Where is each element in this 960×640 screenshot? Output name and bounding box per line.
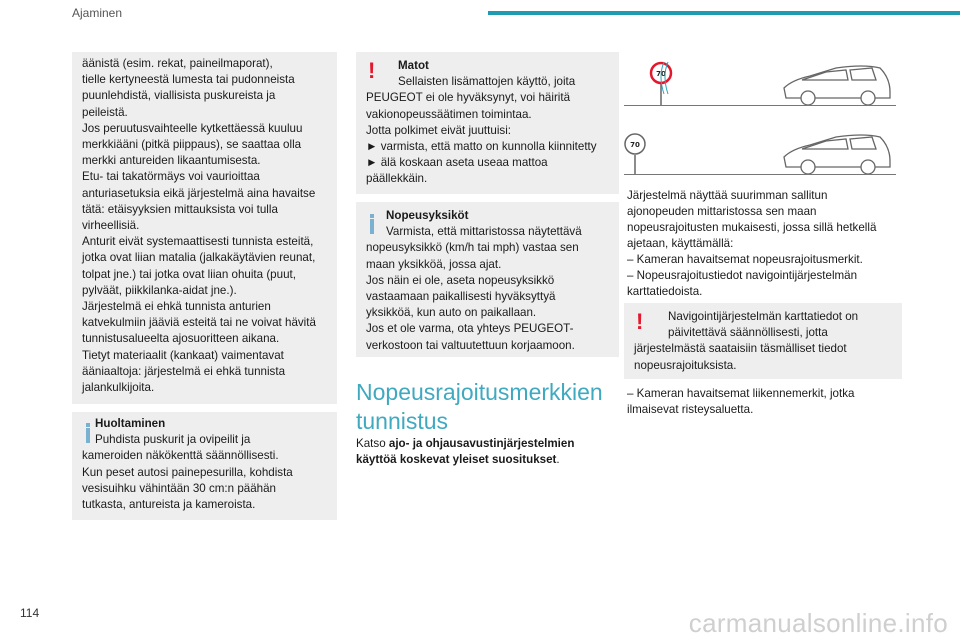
mats-line: päällekkäin. [366, 172, 428, 186]
col3-line: Järjestelmä näyttää suurimman sallitun [627, 189, 828, 202]
maintenance-line: kameroiden näkökenttä säännöllisesti. [82, 449, 279, 463]
speed-units-note [356, 202, 619, 357]
navigation-map-warning [624, 303, 902, 379]
units-line: yksikköä, kun auto on paikallaan. [366, 306, 537, 320]
maintenance-line: vesisuihku vähintään 30 cm:n päähän [82, 481, 277, 495]
col1-line: tolpat jne.) tai jotka ovat liian ohuita (puut, [82, 267, 296, 281]
exclamation-icon: ! [636, 309, 644, 334]
col1-line: virheellisiä. [82, 219, 140, 233]
speed-sign-icon: 70 [630, 141, 640, 149]
illustration-sign-detected [624, 56, 896, 106]
col1-line: jotka ovat liian matalia (jalkakäytävien reunat, [82, 251, 316, 265]
col3-line: – Kameran havaitsemat liikennemerkit, jotka [627, 387, 855, 400]
car-icon [784, 66, 890, 105]
nav-warning-line: järjestelmästä saataisiin täsmälliset tiedot [634, 342, 847, 356]
col1-line: katvekulmiin jääviä esteitä tai ne voivat hävitä [82, 316, 316, 330]
col1-line: merkkiääni (pitkä piippaus), se saattaa olla [82, 138, 302, 152]
sensor-limitations-box [72, 52, 337, 404]
header-accent-bar [488, 11, 960, 15]
mats-line: PEUGEOT ei ole hyväksynyt, voi häiritä [366, 91, 571, 105]
col1-line: anturiasetuksia eikä järjestelmä aina havaitse [82, 186, 316, 200]
col3-line: karttatiedoista. [627, 285, 703, 298]
car-icon [784, 135, 890, 174]
col1-line: Tietyt materiaalit (kankaat) vaimentavat [82, 348, 284, 362]
col1-line: tätä: etäisyyksien mittauksista voi tulla [82, 202, 278, 216]
maintenance-line: Kun peset autosi painepesurilla, kohdista [82, 465, 293, 479]
mats-line: Jotta polkimet eivät juuttuisi: [366, 123, 511, 137]
units-line: maan yksikköä, jossa ajat. [366, 257, 502, 271]
col3-line: – Nopeusrajoitustiedot navigointijärjestelmän [627, 269, 858, 282]
units-line: Jos et ole varma, ota yhteys PEUGEOT- [366, 322, 574, 336]
illustration-svg [624, 56, 896, 106]
maintenance-note [72, 412, 337, 520]
info-icon [86, 423, 90, 443]
ground-line [624, 174, 896, 175]
col1-line: merkki antureiden likaantumisesta. [82, 154, 261, 168]
speed-limit-description [627, 188, 902, 300]
illustration-svg [624, 125, 896, 175]
col1-line: Järjestelmä ei ehkä tunnista anturien [82, 300, 271, 314]
maintenance-line: Puhdista puskurit ja ovipeilit ja [95, 433, 251, 447]
col1-line: Etu- tai takatörmäys voi vaurioittaa [82, 170, 260, 184]
mats-line: ► varmista, että matto on kunnolla kiinnitetty [366, 140, 597, 154]
units-line: nopeusyksikkö (km/h tai mph) vastaa sen [366, 241, 579, 255]
mats-title: Matot [398, 59, 429, 72]
col1-line: tunnistusalueelta ajosuoritteen aikana. [82, 332, 280, 346]
col1-line: Anturit eivät systemaattisesti tunnista esteitä, [82, 235, 314, 249]
units-line: Varmista, että mittaristossa näytettävä [386, 225, 582, 239]
info-icon [370, 214, 374, 234]
col3-line: nopeusrajoitusten mukaisesti, jossa sillä hetkellä [627, 221, 877, 234]
units-line: Jos näin ei ole, aseta nopeusyksikkö [366, 273, 555, 287]
speed-sign-icon: 70 [656, 70, 666, 78]
section-title-line: Nopeusrajoitusmerkkien [356, 379, 603, 405]
units-title: Nopeusyksiköt [386, 209, 469, 222]
exclamation-icon: ! [368, 58, 376, 83]
header-title: Ajaminen [72, 6, 123, 20]
units-line: verkostoon tai valtuutettuun korjaamoon. [366, 338, 575, 352]
intro-suffix: . [556, 453, 560, 466]
junction-description [627, 386, 902, 418]
col1-line: puunlehdistä, viallisista puskureista ja [82, 89, 276, 103]
col1-line: peileistä. [82, 105, 128, 119]
intro-paragraph [356, 436, 611, 468]
col1-line: ääniaaltoja: järjestelmä ei ehkä tunnista [82, 364, 286, 378]
mats-line: ► älä koskaan aseta useaa mattoa [366, 156, 548, 170]
nav-warning-line: nopeusrajoituksista. [634, 358, 737, 372]
illustration-sign-navigation [624, 125, 896, 175]
watermark: carmanualsonline.info [688, 608, 948, 638]
maintenance-title: Huoltaminen [95, 417, 166, 430]
col3-line: ajetaan, käyttämällä: [627, 237, 734, 250]
intro-bold: ajo- ja ohjausavustinjärjestelmien käyttöä koskevat yleiset suositukset [356, 437, 575, 466]
col1-line: jalankulkijoita. [82, 381, 155, 395]
col1-line: pylväät, piikkilanka-aidat jne.). [82, 283, 237, 297]
nav-warning-line: Navigointijärjestelmän karttatiedot on [668, 310, 859, 323]
nav-warning-line: päivitettävä säännöllisesti, jotta [668, 326, 828, 340]
mats-warning [356, 52, 619, 194]
page-number: 114 [20, 606, 40, 620]
section-title [356, 378, 603, 436]
mats-line: vakionopeussäätimen toimintaa. [366, 107, 532, 121]
intro-prefix: Katso [356, 437, 389, 450]
ground-line [624, 105, 896, 106]
section-title-line: tunnistus [356, 408, 449, 434]
col1-line: äänistä (esim. rekat, paineilmaporat), [82, 57, 273, 70]
col3-line: – Kameran havaitsemat nopeusrajoitusmerkit. [627, 253, 863, 266]
mats-line: Sellaisten lisämattojen käyttö, joita [398, 75, 576, 89]
col3-line: ajonopeuden mittaristossa sen maan [627, 205, 817, 218]
col3-line: ilmaisevat risteysaluetta. [627, 403, 754, 416]
col1-line: Jos peruutusvaihteelle kytkettäessä kuuluu [82, 121, 303, 135]
units-line: vastaamaan paikallisesti hyväksyttyä [366, 290, 556, 304]
col1-line: tielle kertyneestä lumesta tai pudonneista [82, 73, 295, 87]
maintenance-line: tutkasta, antureista ja kameroista. [82, 498, 256, 512]
